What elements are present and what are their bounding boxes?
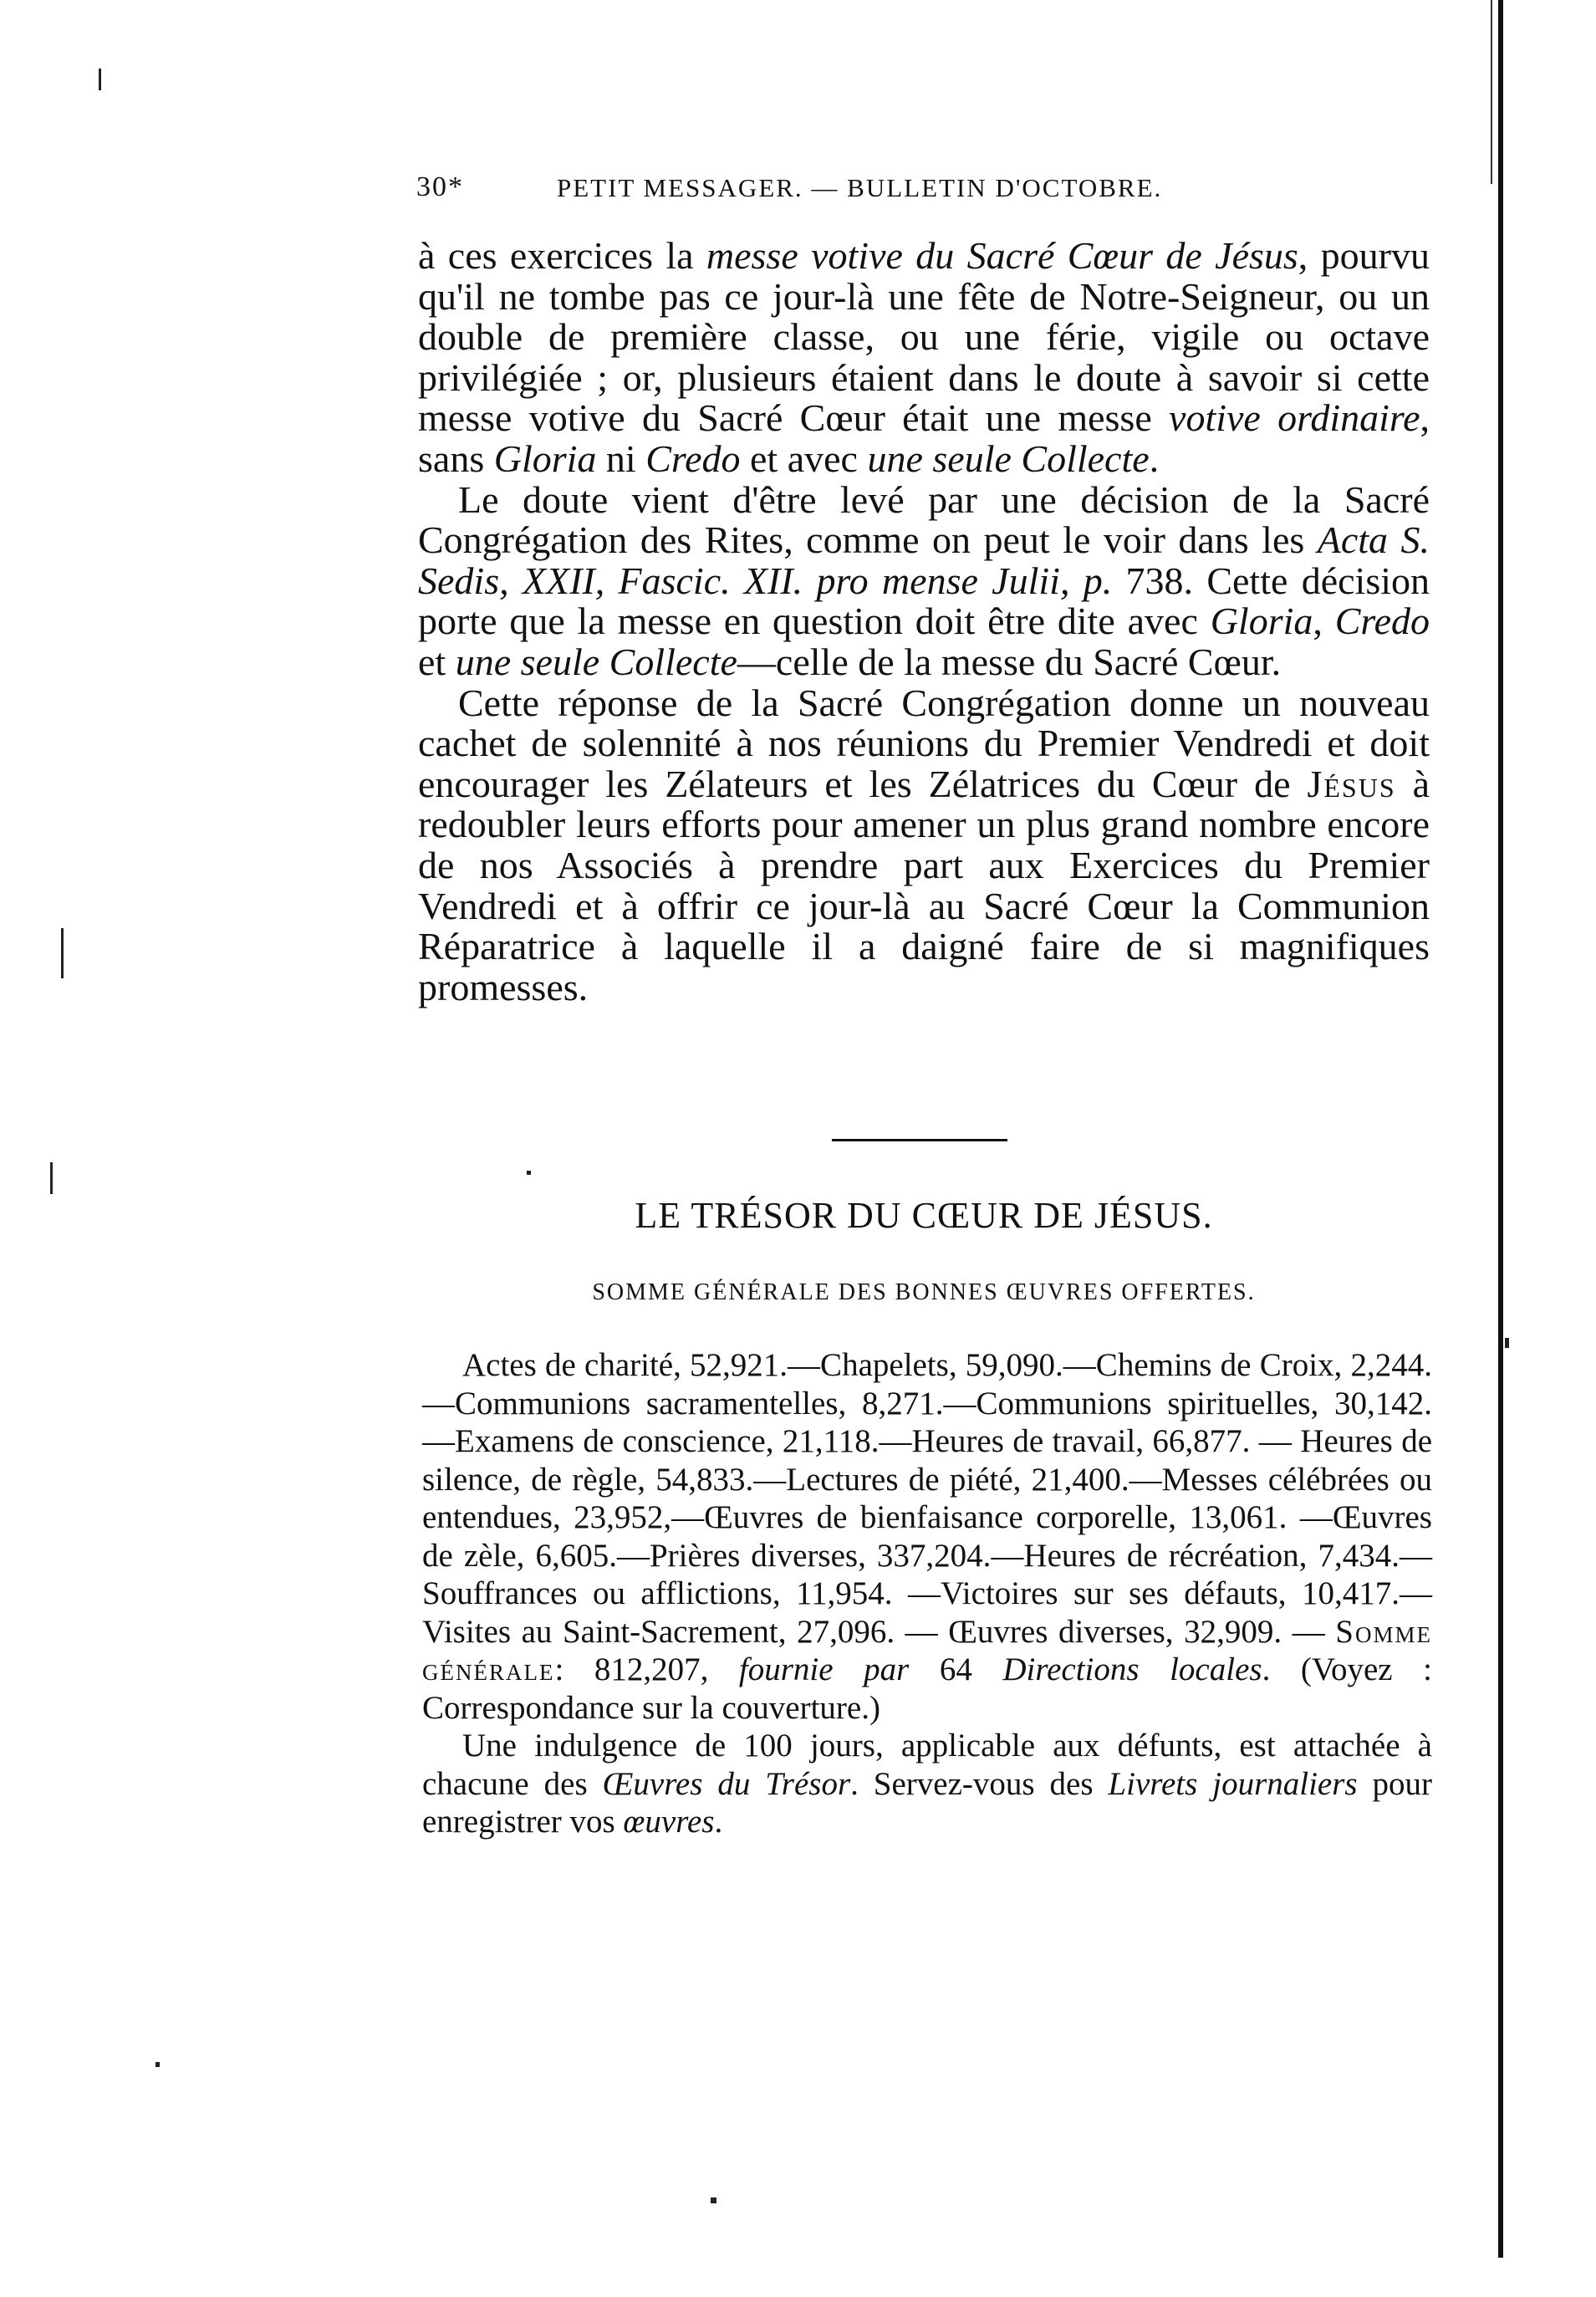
scan-speck: [1505, 1338, 1509, 1348]
section-divider: [832, 1139, 1007, 1141]
works-list: Actes de charité, 52,921.—Chapelets, 59,090.—Chemins de Croix, 2,244.—Communions sacramentelles, 8,271.—Communions spirituelles, 30,142.—Examens de conscience, 21,118.—Heures de travail, 66,877. — Heures de silence, de règle, 54,833.—Lectures de piété, 21,400.—Messes célébrées ou entendues, 23,952,—Œuvres de bienfaisance corporelle, 13,061. —Œuvres de zèle, 6,605.—Prières diverses, 337,204.—Heures de récréation, 7,434.—Souffrances ou afflictions, 11,954. —Victoires sur ses défauts, 10,417.—Visites au Saint-Sacrement, 27,096. — Œuvres diverses, 32,909. — Somme générale: 812,207, fournie par 64 Directions locales. (Voyez : Correspondance sur la couverture.): [422, 1347, 1432, 1726]
scan-speck: [99, 69, 101, 90]
page-number: 30*: [416, 171, 464, 202]
running-head: [416, 171, 1277, 210]
total-value: : 812,207,: [554, 1651, 739, 1687]
tresor-body: [422, 1346, 1432, 1841]
paragraph-1: à ces exercices la messe votive du Sacré Cœur de Jésus, pourvu qu'il ne tombe pas ce jour-là une fête de Notre-Seigneur, ou un double de première classe, ou une férie, vigile ou octave privilégiée ; or, plusieurs étaient dans le doute à savoir si cette messe votive du Sacré Cœur était une messe votive ordinaire, sans Gloria ni Credo et avec une seule Collecte.: [418, 234, 1430, 480]
section-subtitle: SOMME GÉNÉRALE DES BONNES ŒUVRES OFFERTES.: [592, 1279, 1256, 1305]
page-edge-line-top: [1491, 0, 1492, 184]
running-title: PETIT MESSAGER. — BULLETIN D'OCTOBRE.: [557, 173, 1163, 202]
section-title: LE TRÉSOR DU CŒUR DE JÉSUS.: [635, 1195, 1213, 1236]
scan-speck: [50, 1162, 53, 1194]
total-label: Somme générale: [422, 1613, 1432, 1687]
scan-speck: [61, 928, 64, 978]
scan-speck: [156, 2062, 160, 2067]
article-body: [418, 236, 1430, 1008]
paragraph-2: Le doute vient d'être levé par une décision de la Sacré Congrégation des Rites, comme on peut le voir dans les Acta S. Sedis, XXII, Fascic. XII. pro mense Julii, p. 738. Cette décision porte que la messe en question doit être dite avec Gloria, Credo et une seule Collecte—celle de la messe du Sacré Cœur.: [418, 477, 1430, 683]
scan-speck: [527, 1171, 531, 1175]
page-edge-line: [1498, 0, 1503, 2258]
indulgence-note: Une indulgence de 100 jours, applicable aux défunts, est attachée à chacune des Œuvres du Trésor. Servez-vous des Livrets journaliers pour enregistrer vos œuvres.: [422, 1728, 1433, 1840]
paragraph-3: Cette réponse de la Sacré Congrégation donne un nouveau cachet de solennité à nos réunions du Premier Vendredi et doit encourager les Zélateurs et les Zélatrices du Cœur de Jésus à redoubler leurs efforts pour amener un plus grand nombre encore de nos Associés à prendre part aux Exercices du Premier Vendredi et à offrir ce jour-là au Sacré Cœur la Communion Réparatrice à laquelle il a daigné faire de si magnifiques promesses.: [418, 681, 1430, 1008]
scan-speck: [711, 2197, 716, 2203]
